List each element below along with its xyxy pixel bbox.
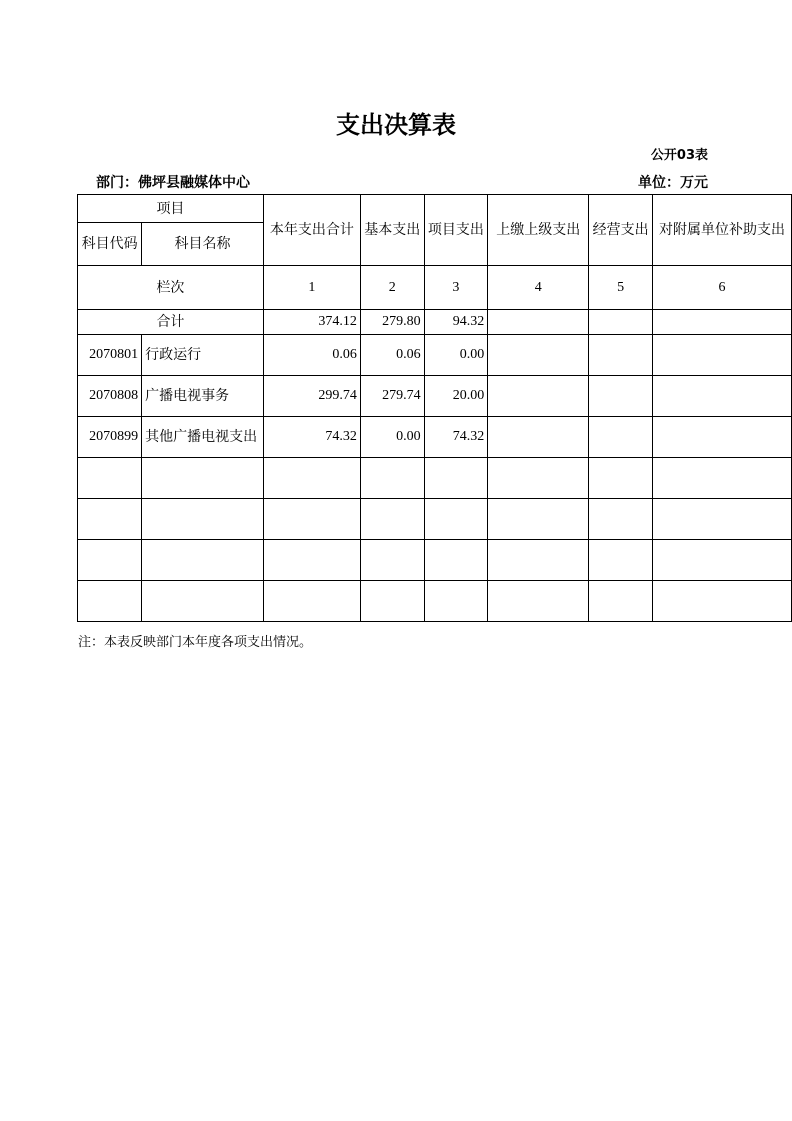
row-value bbox=[488, 581, 589, 622]
footnote: 注：本表反映部门本年度各项支出情况。 bbox=[78, 635, 313, 650]
table-row bbox=[78, 335, 792, 376]
row-code: 2070899 bbox=[78, 417, 142, 458]
row-value bbox=[488, 417, 589, 458]
row-value bbox=[263, 499, 360, 540]
row-name bbox=[142, 499, 264, 540]
row-value bbox=[652, 376, 791, 417]
row-value bbox=[360, 540, 424, 581]
header-project-exp: 项目支出 bbox=[424, 195, 488, 266]
row-value bbox=[589, 540, 653, 581]
row-value bbox=[488, 499, 589, 540]
row-value bbox=[589, 499, 653, 540]
row-value bbox=[488, 335, 589, 376]
row-value bbox=[589, 376, 653, 417]
header-basic: 基本支出 bbox=[360, 195, 424, 266]
row-value: 0.00 bbox=[360, 417, 424, 458]
total-label: 合计 bbox=[78, 310, 264, 335]
row-name: 行政运行 bbox=[142, 335, 264, 376]
header-project: 项目 bbox=[78, 195, 264, 223]
column-index-label: 栏次 bbox=[78, 266, 264, 310]
header-name: 科目名称 bbox=[142, 223, 264, 266]
column-index-row bbox=[78, 266, 792, 310]
expenditure-table bbox=[77, 194, 792, 622]
row-value bbox=[589, 417, 653, 458]
row-name bbox=[142, 581, 264, 622]
table-row bbox=[78, 458, 792, 499]
header-subsidiary: 对附属单位补助支出 bbox=[652, 195, 791, 266]
row-value bbox=[424, 540, 488, 581]
row-value: 74.32 bbox=[424, 417, 488, 458]
department-label: 部门：佛坪县融媒体中心 bbox=[96, 175, 250, 191]
row-value bbox=[424, 458, 488, 499]
row-name: 广播电视事务 bbox=[142, 376, 264, 417]
row-value bbox=[589, 458, 653, 499]
row-code bbox=[78, 581, 142, 622]
total-value-2: 279.80 bbox=[360, 310, 424, 335]
column-index-6: 6 bbox=[652, 266, 791, 310]
column-index-2: 2 bbox=[360, 266, 424, 310]
row-name bbox=[142, 540, 264, 581]
row-value bbox=[263, 540, 360, 581]
row-value: 0.06 bbox=[360, 335, 424, 376]
row-code bbox=[78, 458, 142, 499]
row-value bbox=[360, 581, 424, 622]
row-value: 0.06 bbox=[263, 335, 360, 376]
column-index-1: 1 bbox=[263, 266, 360, 310]
row-name: 其他广播电视支出 bbox=[142, 417, 264, 458]
row-code bbox=[78, 499, 142, 540]
row-value: 279.74 bbox=[360, 376, 424, 417]
row-code bbox=[78, 540, 142, 581]
doc-code: 公开03表 bbox=[650, 148, 708, 163]
row-value: 20.00 bbox=[424, 376, 488, 417]
row-value: 74.32 bbox=[263, 417, 360, 458]
total-row bbox=[78, 310, 792, 335]
row-value: 0.00 bbox=[424, 335, 488, 376]
unit-label: 单位：万元 bbox=[638, 175, 708, 191]
header-total: 本年支出合计 bbox=[263, 195, 360, 266]
row-value bbox=[589, 335, 653, 376]
column-index-5: 5 bbox=[589, 266, 653, 310]
row-value bbox=[652, 581, 791, 622]
row-value bbox=[488, 376, 589, 417]
total-value-4 bbox=[488, 310, 589, 335]
row-value bbox=[360, 499, 424, 540]
row-value bbox=[488, 458, 589, 499]
header-code: 科目代码 bbox=[78, 223, 142, 266]
row-name bbox=[142, 458, 264, 499]
total-value-1: 374.12 bbox=[263, 310, 360, 335]
row-value bbox=[263, 458, 360, 499]
row-value bbox=[652, 417, 791, 458]
row-value bbox=[652, 499, 791, 540]
table-row bbox=[78, 417, 792, 458]
row-value bbox=[424, 499, 488, 540]
row-value bbox=[488, 540, 589, 581]
table-row bbox=[78, 499, 792, 540]
header-row-1 bbox=[78, 195, 792, 223]
page-title: 支出决算表 bbox=[336, 111, 456, 139]
row-value bbox=[652, 458, 791, 499]
table-row bbox=[78, 376, 792, 417]
row-value: 299.74 bbox=[263, 376, 360, 417]
row-value bbox=[589, 581, 653, 622]
row-value bbox=[652, 335, 791, 376]
column-index-3: 3 bbox=[424, 266, 488, 310]
total-value-6 bbox=[652, 310, 791, 335]
total-value-5 bbox=[589, 310, 653, 335]
table-row bbox=[78, 540, 792, 581]
header-operating: 经营支出 bbox=[589, 195, 653, 266]
total-value-3: 94.32 bbox=[424, 310, 488, 335]
row-code: 2070801 bbox=[78, 335, 142, 376]
header-upper: 上缴上级支出 bbox=[488, 195, 589, 266]
row-value bbox=[652, 540, 791, 581]
column-index-4: 4 bbox=[488, 266, 589, 310]
row-value bbox=[424, 581, 488, 622]
table-row bbox=[78, 581, 792, 622]
row-code: 2070808 bbox=[78, 376, 142, 417]
row-value bbox=[263, 581, 360, 622]
row-value bbox=[360, 458, 424, 499]
